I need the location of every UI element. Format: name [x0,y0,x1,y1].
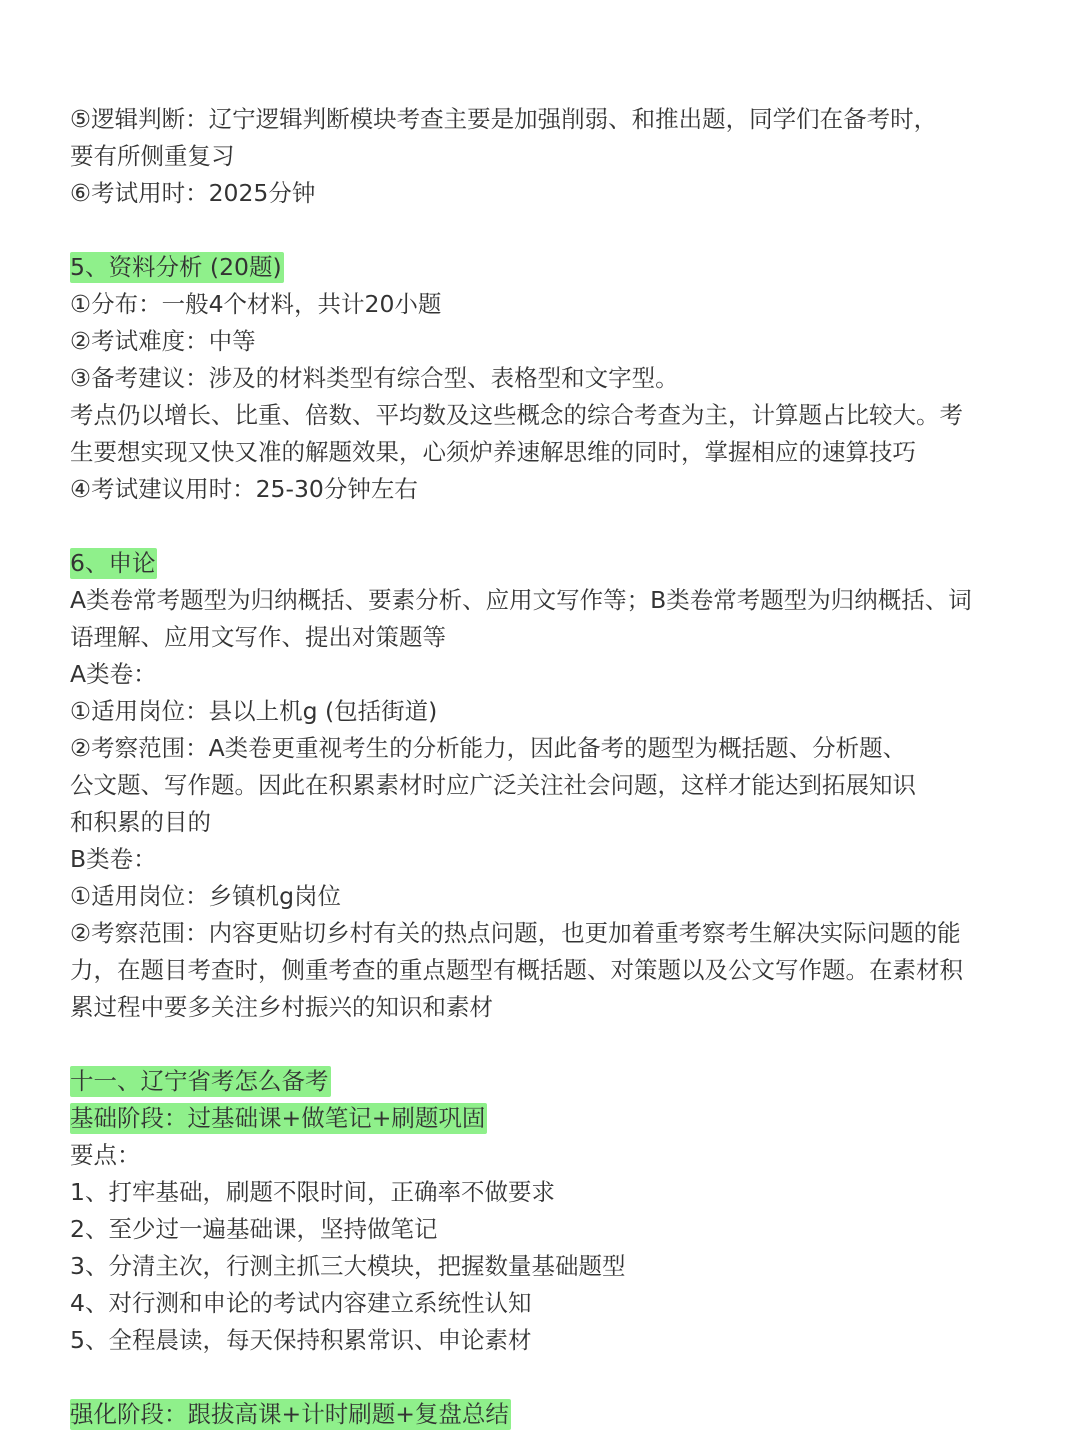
text-line: A类卷： [70,660,157,688]
text-line: ②考试难度：中等 [70,327,256,355]
list-item: 2、至少过一遍基础课，坚持做笔记 [70,1215,438,1243]
section-heading-prep [70,1063,1040,1100]
text-line: ②考察范围：A类卷更重视考生的分析能力，因此备考的题型为概括题、分析题、 [70,734,907,762]
highlighted-heading: 十一、辽宁省考怎么备考 [70,1067,329,1095]
text-line: 累过程中要多关注乡村振兴的知识和素材 [70,993,493,1021]
list-item: 4、对行测和申论的考试内容建立系统性认知 [70,1289,532,1317]
blank-line [70,508,1040,545]
text-line: ①适用岗位：县以上机g (包括街道) [70,697,438,725]
text-line: 力，在题目考查时，侧重考查的重点题型有概括题、对策题以及公文写作题。在素材积 [70,956,963,984]
text-line: ⑤逻辑判断：辽宁逻辑判断模块考查主要是加强削弱、和推出题，同学们在备考时， [70,105,938,133]
text-line: ③备考建议：涉及的材料类型有综合型、表格型和文字型。 [70,364,679,392]
text-line: 要点： [70,1141,141,1169]
blank-line [70,1359,1040,1396]
text-line: ④考试建议用时：25-30分钟左右 [70,475,418,503]
section-heading-data-analysis [70,249,1040,286]
text-line: ①适用岗位：乡镇机g岗位 [70,882,341,910]
section-heading-basic-stage [70,1100,1040,1137]
highlighted-heading: 基础阶段：过基础课+做笔记+刷题巩固 [70,1104,486,1132]
list-item: 3、分清主次，行测主抓三大模块，把握数量基础题型 [70,1252,626,1280]
section-heading-essay [70,545,1040,582]
text-line: 生要想实现又快又准的解题效果，心须炉养速解思维的同时，掌握相应的速算技巧 [70,438,916,466]
text-line: B类卷： [70,845,157,873]
list-item: 1、打牢基础，刷题不限时间，正确率不做要求 [70,1178,555,1206]
text-line: ⑥考试用时：2025分钟 [70,179,316,207]
text-line: 语理解、应用文写作、提出对策题等 [70,623,446,651]
text-line: ②考察范围：内容更贴切乡村有关的热点问题，也更加着重考察考生解决实际问题的能 [70,919,961,947]
blank-line [70,212,1040,249]
section-heading-intensive-stage [70,1396,1040,1433]
highlighted-heading: 5、资料分析 (20题) [70,253,282,281]
blank-line [70,1026,1040,1063]
highlighted-heading: 6、申论 [70,549,156,577]
text-line: 公文题、写作题。因此在积累素材时应广泛关注社会问题，这样才能达到拓展知识 [70,771,916,799]
text-line: ①分布：一般4个材料，共计20小题 [70,290,442,318]
highlighted-heading: 强化阶段：跟拔高课+计时刷题+复盘总结 [70,1400,509,1428]
text-line: 要有所侧重复习 [70,142,235,170]
text-line: 考点仍以增长、比重、倍数、平均数及这些概念的综合考查为主，计算题占比较大。考 [70,401,963,429]
text-line: A类卷常考题型为归纳概括、要素分析、应用文写作等；B类卷常考题型为归纳概括、词 [70,586,972,614]
list-item: 5、全程晨读，每天保持积累常识、申论素材 [70,1326,532,1354]
text-line: 和积累的目的 [70,808,211,836]
